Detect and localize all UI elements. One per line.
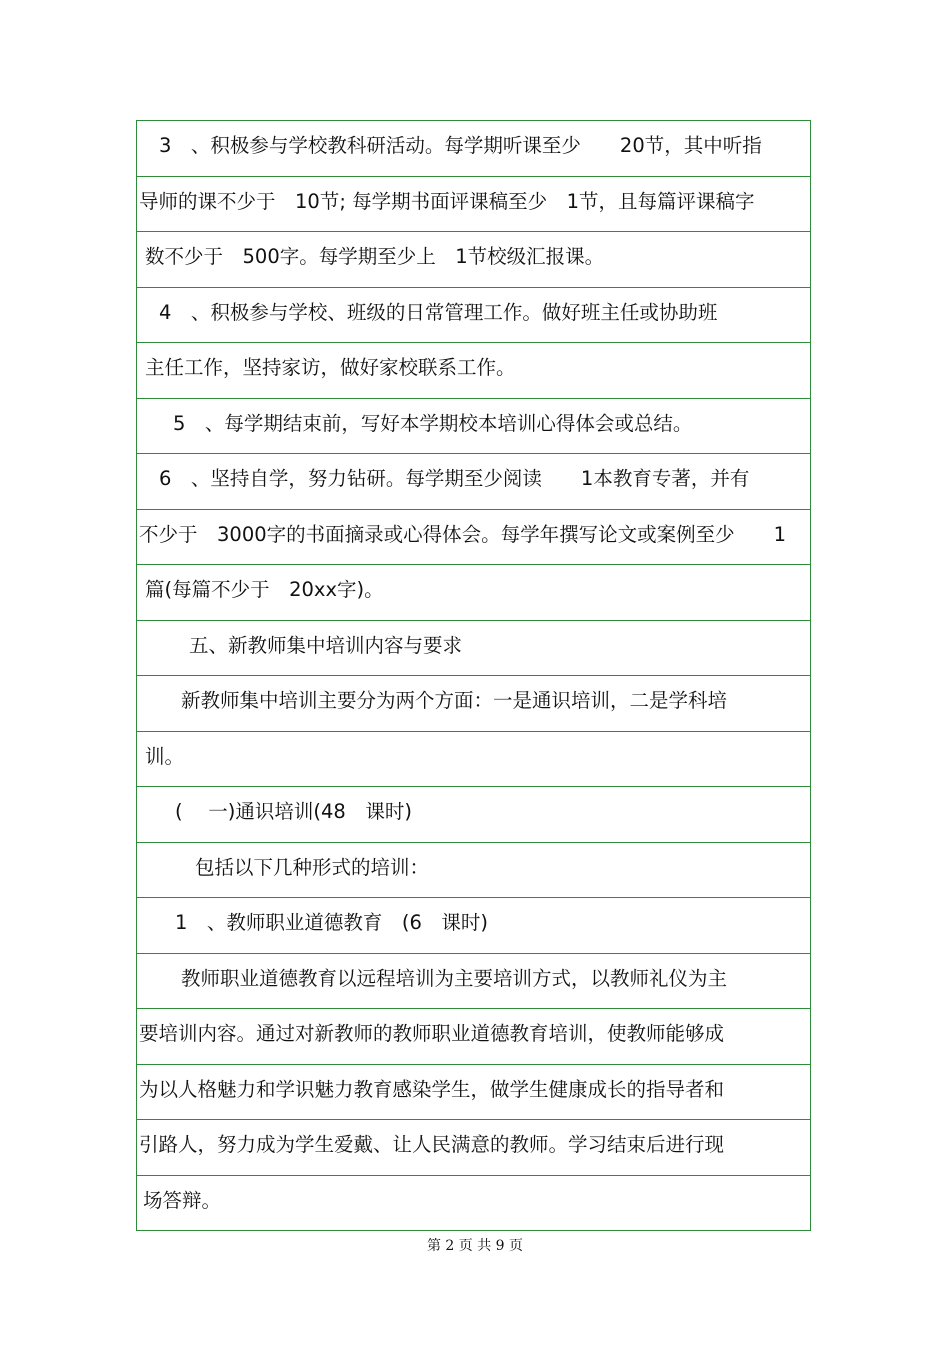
text-row bbox=[137, 1176, 810, 1232]
text-line: 教师职业道德教育以远程培训为主要培训方式，以教师礼仪为主 bbox=[181, 966, 728, 990]
text-row bbox=[137, 121, 810, 177]
text-line: 包括以下几种形式的培训： bbox=[195, 855, 430, 879]
text-line: 3 、积极参与学校教科研活动。每学期听课至少 20节，其中听指 bbox=[159, 134, 762, 157]
text-line: 不少于 3000字的书面摘录或心得体会。每学年撰写论文或案例至少 1 bbox=[139, 522, 787, 546]
text-row bbox=[137, 787, 810, 843]
text-line: 训。 bbox=[145, 744, 185, 768]
document-frame bbox=[136, 120, 811, 1231]
text-row bbox=[137, 954, 810, 1010]
text-line: 数不少于 500字。每学期至少上 1节校级汇报课。 bbox=[145, 245, 605, 268]
text-row bbox=[137, 843, 810, 899]
text-row bbox=[137, 454, 810, 510]
text-row bbox=[137, 1009, 810, 1065]
text-row bbox=[137, 177, 810, 233]
text-line: 新教师集中培训主要分为两个方面：一是通识培训，二是学科培 bbox=[181, 689, 728, 712]
text-line: 为以人格魅力和学识魅力教育感染学生，做学生健康成长的指导者和 bbox=[139, 1077, 725, 1101]
text-row bbox=[137, 732, 810, 788]
text-line: 主任工作，坚持家访，做好家校联系工作。 bbox=[145, 356, 516, 379]
text-line: 6 、坚持自学，努力钻研。每学期至少阅读 1本教育专著，并有 bbox=[159, 467, 750, 490]
text-row bbox=[137, 565, 810, 621]
subsection-heading: ( 一)通识培训(48 课时) bbox=[175, 800, 412, 823]
text-row bbox=[137, 343, 810, 399]
text-line: 引路人，努力成为学生爱戴、让人民满意的教师。学习结束后进行现 bbox=[139, 1133, 725, 1156]
text-row bbox=[137, 288, 810, 344]
text-row bbox=[137, 510, 810, 566]
text-line: 篇(每篇不少于 20xx字)。 bbox=[145, 578, 384, 601]
text-row bbox=[137, 621, 810, 677]
text-line: 4 、积极参与学校、班级的日常管理工作。做好班主任或协助班 bbox=[159, 300, 718, 324]
text-row bbox=[137, 1065, 810, 1121]
text-line: 导师的课不少于 10节; 每学期书面评课稿至少 1节，且每篇评课稿字 bbox=[139, 189, 755, 213]
text-row bbox=[137, 676, 810, 732]
text-row bbox=[137, 399, 810, 455]
text-line: 要培训内容。通过对新教师的教师职业道德教育培训，使教师能够成 bbox=[139, 1022, 725, 1045]
item-heading: 1 、教师职业道德教育 (6 课时) bbox=[175, 911, 489, 934]
section-heading: 五、新教师集中培训内容与要求 bbox=[189, 633, 463, 657]
text-line: 场答辩。 bbox=[143, 1188, 222, 1212]
text-row bbox=[137, 1120, 810, 1176]
page-footer: 第 2 页 共 9 页 bbox=[426, 1238, 524, 1254]
text-row bbox=[137, 232, 810, 288]
text-line: 5 、每学期结束前，写好本学期校本培训心得体会或总结。 bbox=[173, 411, 693, 435]
text-row bbox=[137, 898, 810, 954]
